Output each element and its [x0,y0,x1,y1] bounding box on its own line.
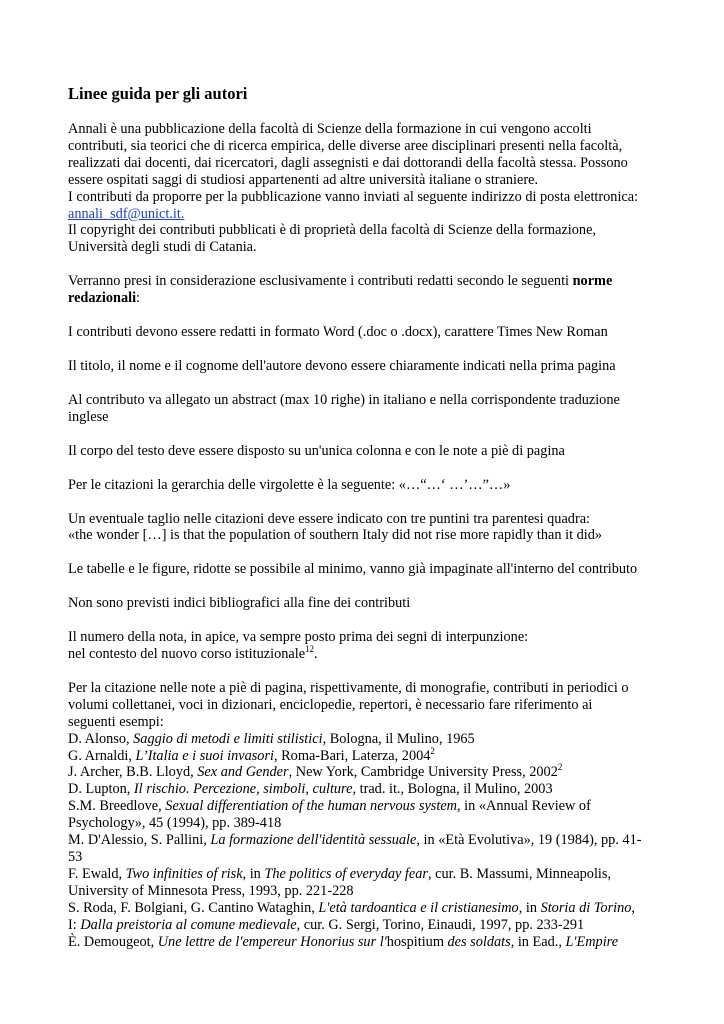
reference-item [68,934,668,951]
ref-author: D. Alonso, [68,730,134,747]
rule-cut-line-1: Un eventuale taglio nelle citazioni deve essere indicato con tre puntini tra parentesi quadra: [68,510,591,527]
ref-rest: , [631,899,635,916]
ref-rest: , Roma-Bari, Laterza, 2004 [273,747,431,764]
ref-title: L’Italia e i suoi invasori [135,747,274,764]
ref-connector: , in [518,899,541,916]
ref-author: È. Demougeot, [68,933,158,950]
reference-item [68,745,668,765]
norme-paragraph [68,273,668,307]
reference-item [68,731,668,748]
email-link[interactable]: annali_sdf@unict.it. [68,205,185,222]
ref-title: La formazione dell'identità sessuale [210,832,417,849]
rule-tables: Le tabelle e le figure, ridotte se possibile al minimo, vanno già impaginate all'interno del contributo [68,561,638,578]
ref-rest: , in «Annual Review of [457,798,591,815]
ref-edition-superscript: 2 [430,745,435,756]
page-title: Linee guida per gli autori [68,84,248,103]
citation-intro-line-1: Per la citazione nelle note a piè di pagina, rispettivamente, di monografie, contributi in periodici o [68,679,629,696]
ref-author: S.M. Breedlove, [68,798,166,815]
reference-item [68,764,668,781]
norme-bold-2: redazionali [68,290,137,307]
intro-line-2: contributi, sia teorici che di ricerca empirica, delle diverse aree disciplinari presenti nella facoltà, [68,137,623,154]
ref-title: L'età tardoantica e il cristianesimo [318,899,519,916]
ref-title: Two infinities of risk [125,865,243,882]
ref-rest-line-2: 53 [68,849,83,865]
ref-volume-title: Dalla preistoria al comune medievale [80,916,297,933]
ref-rest: , in «Età Evolutiva», 19 (1984), pp. 41- [416,832,642,849]
ref-author: S. Roda, F. Bolgiani, G. Cantino Wataghin, [68,899,319,916]
rule-cut [68,511,668,545]
intro-line-3: realizzati dai docenti, dai ricercatori, dagli assegnisti e dai dottorandi della facoltà stessa. Possono [68,154,628,171]
citation-intro-line-2: volumi collettanei, voci in dizionari, enciclopedie, repertori, è necessario fare riferimento ai [68,696,593,713]
norme-colon: : [136,290,141,307]
reference-item [68,866,668,900]
rule-abstract-line-2: inglese [68,408,109,425]
citation-section [68,680,668,951]
rule-note-number [68,629,668,663]
citation-intro-line-3: seguenti esempi: [68,713,164,730]
norme-bold-1: norme [572,273,613,290]
ref-rest: , New York, Cambridge University Press, 2002 [288,764,558,781]
ref-author: M. D'Alessio, S. Pallini, [68,832,211,849]
ref-title: Il rischio. Percezione, simboli, culture [133,781,353,798]
rule-quotes: Per le citazioni la gerarchia delle virgolette è la seguente: «…“…‘ …’…”…» [68,476,511,493]
ref-rest: , trad. it., Bologna, il Mulino, 2003 [352,781,553,798]
ref-rest-line-2: Psychology», 45 (1994), pp. 389-418 [68,815,282,832]
intro-line-1: Annali è una pubblicazione della facoltà di Scienze della formazione in cui vengono accolti [68,121,592,137]
reference-item [68,832,668,866]
ref-author: J. Archer, B.B. Lloyd, [68,764,198,781]
ref-author: G. Arnaldi, [68,747,136,764]
ref-connector: , in [242,865,265,882]
rule-index: Non sono previsti indici bibliografici alla fine dei contributi [68,595,411,612]
ref-title: Saggio di metodi e limiti stilistici [133,730,323,747]
ref-title: Sexual differentiation of the human nervous system [165,798,458,815]
ref-rest-line-2: , cur. G. Sergi, Torino, Einaudi, 1997, pp. 233-291 [296,916,585,933]
rule-note-end: . [314,646,318,663]
document-page [68,84,668,967]
intro-line-5: I contributi da proporre per la pubblicazione vanno inviati al seguente indirizzo di posta elettronica: [68,188,639,205]
rule-note-line-2: nel contesto del nuovo corso istituzionale [68,646,306,663]
ref-connector: , in Ead., [510,933,566,950]
ref-title-end: des soldats [447,933,511,950]
note-superscript: 12 [305,644,315,655]
ref-title-roman: hospitium [386,933,448,950]
rule-body: Il corpo del testo deve essere disposto su un'unica colonna e con le note a piè di pagina [68,442,565,459]
rule-abstract-line-1: Al contributo va allegato un abstract (max 10 righe) in italiano e nella corrispondente traduzione [68,391,620,408]
ref-book-title: Storia di Torino [540,899,632,916]
rule-cut-line-2: «the wonder […] is that the population of southern Italy did not rise more rapidly than it did» [68,527,603,544]
ref-book-title: The politics of everyday fear [264,865,428,882]
reference-item [68,798,668,832]
rule-format: I contributi devono essere redatti in formato Word (.doc o .docx), carattere Times New Roman [68,324,608,341]
ref-author: D. Lupton, [68,781,134,798]
intro-line-4: essere ospitati saggi di studiosi appartenenti ad altre università italiane o straniere. [68,171,539,188]
ref-rest: , Bologna, il Mulino, 1965 [322,730,475,747]
ref-title: Sex and Gender [197,764,289,781]
reference-list [68,731,668,951]
intro-paragraph [68,121,668,256]
intro-line-6: Il copyright dei contributi pubblicati è di proprietà della facoltà di Scienze della formazione, [68,222,596,239]
ref-rest-line-2: University of Minnesota Press, 1993, pp. 221-228 [68,882,354,899]
ref-volume: I: [68,916,81,933]
norme-text: Verranno presi in considerazione esclusivamente i contributi redatti secondo le seguenti [68,273,573,290]
ref-edition-superscript: 2 [557,762,563,773]
rule-title: Il titolo, il nome e il cognome dell'autore devono essere chiaramente indicati nella prima pagina [68,357,616,374]
ref-title: Une lettre de l'empereur Honorius sur l' [157,933,387,950]
ref-author: F. Ewald, [68,865,126,882]
ref-book-title: L'Empire [565,933,619,950]
reference-item [68,900,668,934]
ref-rest: , cur. B. Massumi, Minneapolis, [427,865,612,882]
rule-note-line-1: Il numero della nota, in apice, va sempre posto prima dei segni di interpunzione: [68,629,529,646]
rule-abstract [68,392,668,426]
intro-line-7: Università degli studi di Catania. [68,239,257,256]
reference-item [68,781,668,798]
